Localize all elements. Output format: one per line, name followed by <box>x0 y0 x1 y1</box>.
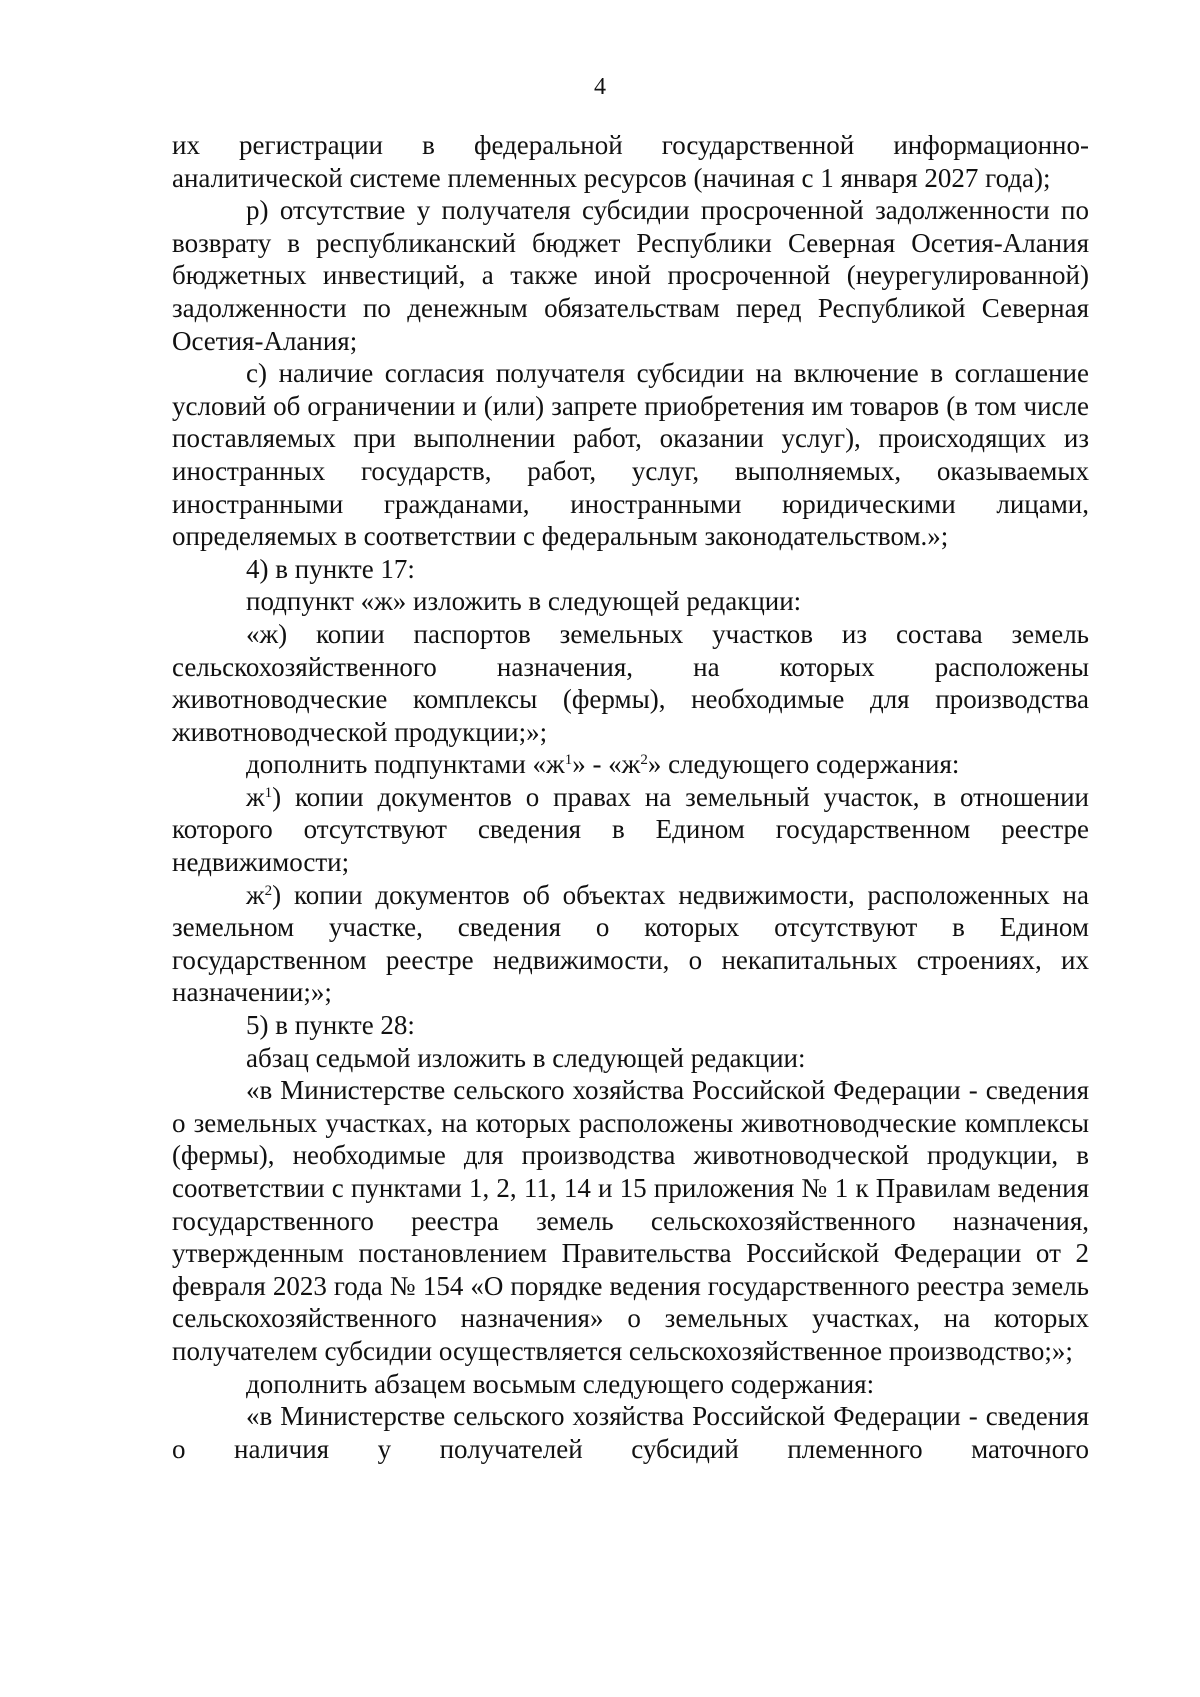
paragraph-subpoint-zh1 <box>172 781 1089 879</box>
document-body <box>172 129 1089 1465</box>
paragraph-subpoint-zh-intro: подпункт «ж» изложить в следующей редакции: <box>246 586 802 617</box>
paragraph-item-s: с) наличие согласия получателя субсидии на включение в соглашение условий об ограничении и (или) запрете приобретения им товаров (в том числе поставляемых при выполнении работ, оказании услуг), происходящих из иностранных государств, работ, услуг, выполняемых, оказываемых иностранными гражданами, иностранными юридическими лицами, определяемых в соответствии с федеральным законодательством.»; <box>172 358 1089 552</box>
page-number: 4 <box>594 74 606 100</box>
paragraph-subpoint-zh2 <box>172 879 1089 1009</box>
paragraph-item-r: р) отсутствие у получателя субсидии просроченной задолженности по возврату в республиканский бюджет Республики Северная Осетия-Алания бюджетных инвестиций, а также иной просроченной (неурегулированной) задолженности по денежным обязательствам перед Республикой Северная Осетия-Алания; <box>172 195 1089 356</box>
text-span: ) копии документов о правах на земельный участок, в отношении которого отсутствуют сведения в Едином государственном реестре недвижимости; <box>172 781 1089 878</box>
text-span: ж <box>246 781 265 812</box>
superscript: 2 <box>640 752 648 769</box>
text-span: » следующего содержания: <box>647 749 960 780</box>
paragraph-point-17: 4) в пункте 17: <box>246 553 415 584</box>
superscript: 1 <box>264 784 273 801</box>
text-span: дополнить подпунктами «ж <box>246 749 565 780</box>
text-span: ) копии документов об объектах недвижимости, расположенных на земельном участке, сведения о которых отсутствуют в Едином государственном реестре недвижимости, о некапитальных строениях, их назначении;»; <box>172 879 1089 1008</box>
paragraph-seventh-abzac-intro: абзац седьмой изложить в следующей редакции: <box>246 1042 806 1073</box>
superscript: 2 <box>264 882 273 899</box>
paragraph-eighth-abzac-intro: дополнить абзацем восьмым следующего содержания: <box>246 1368 875 1399</box>
text-span: » - «ж <box>572 749 641 780</box>
paragraph-add-subpoints <box>172 748 1089 781</box>
paragraph-point-28: 5) в пункте 28: <box>246 1010 415 1041</box>
paragraph-subpoint-zh: «ж) копии паспортов земельных участков из состава земель сельскохозяйственного назначения, на которых расположены животноводческие комплексы (фермы), необходимые для производства животноводческой продукции;»; <box>172 618 1089 747</box>
paragraph-eighth-abzac: «в Министерстве сельского хозяйства Российской Федерации - сведения о наличия у получателей субсидий племенного маточного <box>172 1401 1089 1464</box>
text-span: ж <box>246 879 265 910</box>
paragraph-registration-continuation: их регистрации в федеральной государственной информационно-аналитической системе племенных ресурсов (начиная с 1 января 2027 года); <box>172 130 1089 193</box>
superscript: 1 <box>564 752 573 769</box>
paragraph-seventh-abzac: «в Министерстве сельского хозяйства Российской Федерации - сведения о земельных участках, на которых расположены животноводческие комплексы (фермы), необходимые для производства животноводческой продукции, в соответствии с пунктами 1, 2, 11, 14 и 15 приложения № 1 к Правилам ведения государственного реестра земель сельскохозяйственного назначения, утвержденным постановлением Правительства Российской Федерации от 2 февраля 2023 года № 154 «О порядке ведения государственного реестра земель сельскохозяйственного назначения» о земельных участках, на которых получателем субсидии осуществляется сельскохозяйственное производство;»; <box>172 1075 1089 1366</box>
